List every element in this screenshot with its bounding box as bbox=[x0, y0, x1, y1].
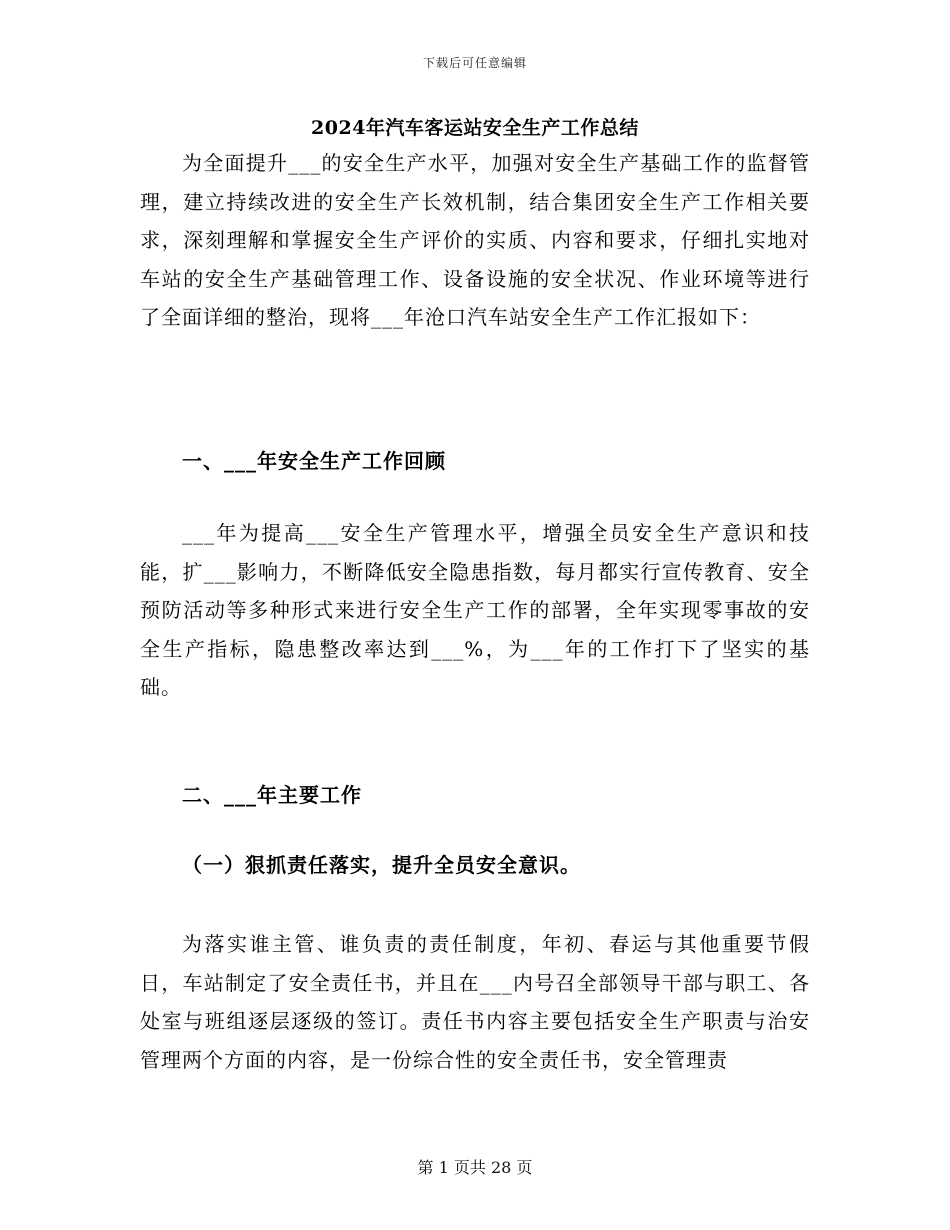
section-heading-review: 一、___年安全生产工作回顾 bbox=[182, 449, 446, 473]
subsection-responsibility-paragraph: 为落实谁主管、谁负责的责任制度，年初、春运与其他重要节假日，车站制定了安全责任书，并且在___内号召全部领导干部与职工、各处室与班组逐层逐级的签订。责任书内容主要包括安全生产职责与治安管理两个方面的内容，是一份综合性的安全责任书，安全管理责 bbox=[140, 932, 810, 1072]
section-review-paragraph: ___年为提高___安全生产管理水平，增强全员安全生产意识和技能，扩___影响力，不断降低安全隐患指数，每月都实行宣传教育、安全预防活动等多种形式来进行安全生产工作的部署，全年实现零事故的安全生产指标，隐患整改率达到___%，为___年的工作打下了坚实的基础。 bbox=[140, 521, 810, 699]
section-heading-main-work: 二、___年主要工作 bbox=[182, 783, 362, 807]
intro-paragraph: 为全面提升___的安全生产水平，加强对安全生产基础工作的监督管理，建立持续改进的安全生产长效机制，结合集团安全生产工作相关要求，深刻理解和掌握安全生产评价的实质、内容和要求，仔细扎实地对车站的安全生产基础管理工作、设备设施的安全状况、作业环境等进行了全面详细的整治，现将___年沧口汽车站安全生产工作汇报如下： bbox=[140, 151, 810, 329]
page-number-footer: 第 1 页共 28 页 bbox=[417, 1158, 533, 1177]
page-header-note: 下载后可任意编辑 bbox=[422, 56, 527, 70]
subsection-heading-responsibility: （一）狠抓责任落实，提升全员安全意识。 bbox=[182, 853, 581, 877]
document-title: 2024年汽车客运站安全生产工作总结 bbox=[311, 117, 639, 139]
